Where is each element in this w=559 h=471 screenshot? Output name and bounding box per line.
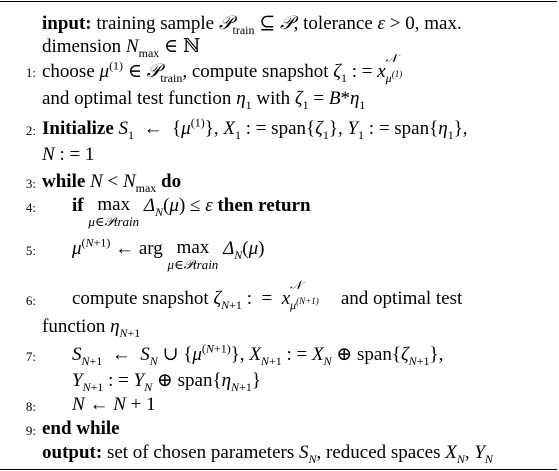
input-line-1: input: training sample 𝒫$_{train}$ ⊆ 𝒫, tolerance ε > 0, max. [42,12,462,37]
while-keyword: while [42,171,86,192]
initialize-keyword: Initialize [42,118,114,139]
then-return-keyword: then return [217,195,311,216]
top-rule [0,1,557,2]
output-line: output: set of chosen parameters $S_N$, reduced spaces $X_N$, $Y_N$ [42,442,493,466]
step-number: 9: [25,423,36,438]
step-number: 7: [25,349,36,364]
step-number: 5: [25,243,36,258]
step-number: 1: [25,65,36,80]
input-line-2: dimension $N_{max}$ ∈ ℕ [42,36,201,60]
step-number: 4: [25,200,36,215]
step-number: 2: [25,123,36,138]
step-3-line: while $N < N_{max}$ do [42,171,182,195]
step-8-line: N ← N + 1 [72,394,156,415]
step-number: 8: [25,399,36,414]
step-number: 6: [25,293,36,308]
step-4-line: if max μ∈𝒫train $\Delta_N(\mu) \le \varepsilon$ then return [72,194,311,229]
step-number: 3: [25,176,36,191]
step-6-line-2: function $\eta_{N+1}$ [42,316,141,340]
step-6-line-1: compute snapshot $\zeta_{N+1}$ : = x 𝒩 $\mu^{(N+1)}$ and optimal test [72,278,463,312]
step-1-line-1: choose $\mu^{(1)}$ ∈ 𝒫$_{train}$, compute snapshot $\zeta_1$ : = x 𝒩 $\mu^{(1)}$ [42,51,403,85]
input-keyword: input: [42,13,92,34]
step-5-line: $\mu^{(N+1)}$ ← arg max μ∈𝒫train $\Delta_N(\mu)$ [72,235,265,272]
if-keyword: if [72,195,84,216]
argmax-operator: max μ∈𝒫train [167,237,219,272]
step-7-line-1: $S_{N+1}$ ← $S_N$ ∪ $\{\mu^{(N+1)}\}$, $X_{N+1}$ : = $X_N$ ⊕ $span\{\zeta_{N+1}\}$, [72,341,444,368]
step-7-line-2: $Y_{N+1}$ : = $Y_N$ ⊕ $span\{\eta_{N+1}\}$ [72,370,261,394]
output-keyword: output: [42,442,103,463]
do-keyword: do [161,171,182,192]
step-2-line-1: Initialize $S_1$ ← $\{\mu^{(1)}\}$, $X_1$ : = $span\{\zeta_1\}$, $Y_1$ : = $span\{\eta_1\}$, [42,115,468,142]
bottom-rule [0,469,557,470]
max-operator: max μ∈𝒫train [88,194,140,229]
step-2-line-2: N : = 1 [42,144,95,165]
step-1-line-2: and optimal test function $\eta_1$ with $\zeta_1 = B*\eta_1$ [42,88,366,112]
end-while-keyword: end while [42,418,120,439]
step-9-line [42,418,120,440]
